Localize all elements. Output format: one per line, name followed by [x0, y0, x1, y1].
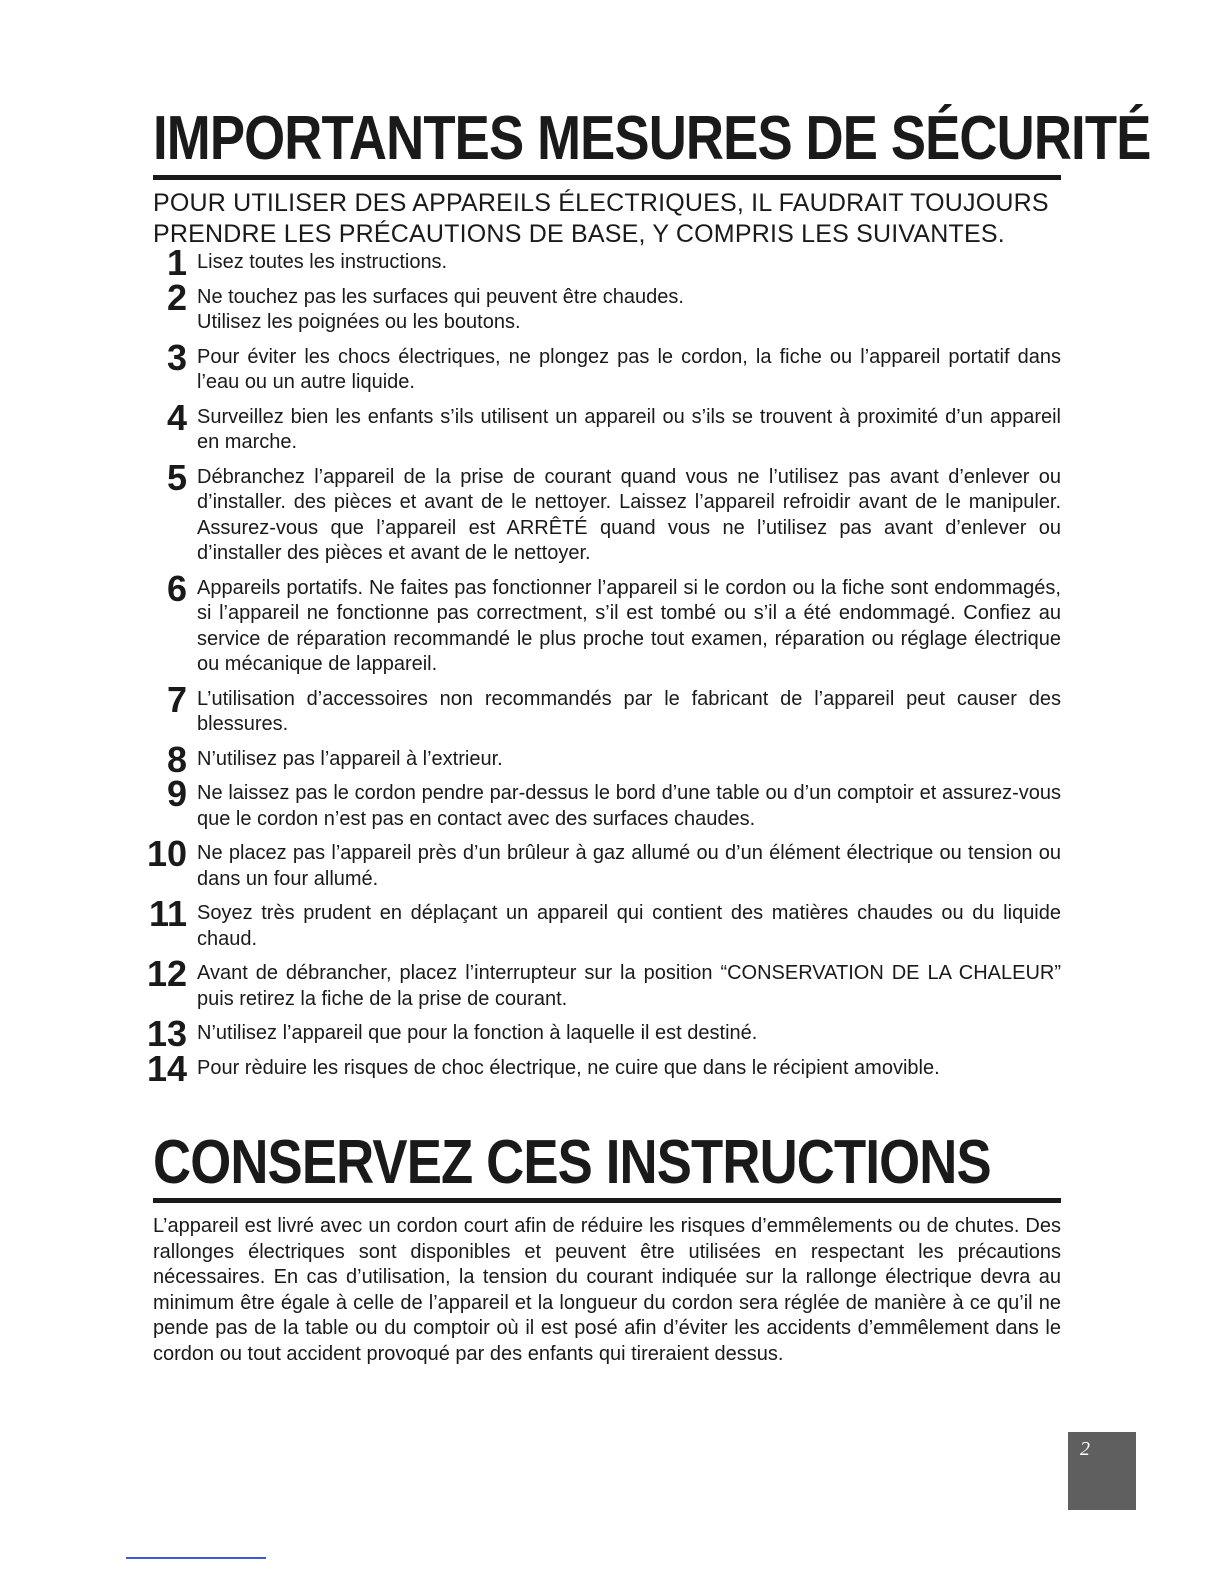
title-rule — [153, 175, 1061, 180]
list-item — [0, 678, 1100, 738]
item-text: Pour rèduire les risques de choc électrique, ne cuire que dans le récipient amovible. — [197, 1056, 940, 1079]
item-text: Débranchez l’appareil de la prise de courant quand vous ne l’utilisez pas avant d’enlever ou d’installer. des pièces et avant de le nettoyer. Laissez l’appareil refroidir avant de le manipuler. Assurez-vous que l’appareil est ARRÊTÉ quand vous ne l’utilisez pas avant d’enlever ou d’installer des pièces et avant de le nettoyer. — [197, 465, 1061, 564]
item-number: 8 — [166, 738, 187, 780]
list-item — [0, 276, 1100, 336]
list-item — [0, 833, 1100, 892]
item-text: Ne placez pas l’appareil près d’un brûleur à gaz allumé ou d’un élément électrique ou tension ou dans un four allumé. — [197, 842, 1061, 890]
list-item — [0, 893, 1100, 952]
item-text: Surveillez bien les enfants s’ils utilisent un appareil ou s’ils se trouvent à proximité d’un appareil en marche. — [197, 405, 1061, 453]
item-number: 4 — [166, 396, 187, 438]
section-title: CONSERVEZ CES INSTRUCTIONS — [153, 1128, 991, 1197]
item-number: 3 — [166, 336, 187, 378]
item-number: 1 — [166, 242, 187, 283]
item-number: 7 — [166, 678, 187, 720]
page-number-box — [1068, 1432, 1136, 1510]
section-rule — [153, 1198, 1061, 1203]
list-item — [0, 953, 1100, 1012]
list-item — [0, 456, 1100, 567]
item-number: 13 — [146, 1013, 187, 1054]
item-text: Ne laissez pas le cordon pendre par-dessus le bord d’une table ou d’un comptoir et assurez-vous que le cordon n’est pas en contact avec des surfaces chaudes. — [197, 782, 1061, 830]
item-text: N’utilisez l’appareil que pour la fonction à laquelle il est destiné. — [197, 1022, 758, 1044]
footer-line — [126, 1557, 266, 1559]
item-text: N’utilisez pas l’appareil à l’extrieur. — [197, 747, 503, 770]
item-text: L’utilisation d’accessoires non recommandés par le fabricant de l’appareil peut causer des blessures. — [197, 687, 1061, 735]
item-text: Soyez très prudent en déplaçant un appareil qui contient des matières chaudes ou du liquide chaud. — [197, 902, 1061, 950]
list-item — [0, 773, 1100, 832]
list-item — [0, 242, 1100, 283]
cord-paragraph: L’appareil est livré avec un cordon court afin de réduire les risques d’emmêlements ou de chutes. Des rallonges électriques sont disponibles et peuvent être utilisées en respectant les précautions nécessaires. En cas d’utilisation, la tension du courant indiquée sur la rallonge électrique devra au minimum être égale à celle de l’appareil et la longueur du cordon sera réglée de manière à ce qu’il ne pende pas de la table ou du comptoir où il est posé afin d’éviter les accidents d’emmêlement dans le cordon ou tout accident provoqué par des enfants qui tireraient dessus. — [153, 1215, 1061, 1365]
item-number: 10 — [146, 833, 187, 874]
list-item — [0, 336, 1100, 396]
page-number: 2 — [1080, 1438, 1090, 1460]
item-number: 14 — [146, 1047, 187, 1089]
item-text: Pour éviter les chocs électriques, ne plongez pas le cordon, la fiche ou l’appareil portatif dans l’eau ou un autre liquide. — [197, 345, 1061, 393]
item-text: Ne touchez pas les surfaces qui peuvent être chaudes. Utilisez les poignées ou les boutons. — [197, 285, 684, 333]
item-text: Appareils portatifs. Ne faites pas fonctionner l’appareil si le cordon ou la fiche sont endommagés, si l’appareil ne fonctionne pas correctment, s’il est tombé ou s’il a été endommagé. Confiez au service de réparation recommandé le plus proche tout examen, réparation ou réglage électrique ou mécanique de lappareil. — [197, 576, 1061, 675]
item-number: 6 — [166, 567, 187, 609]
list-item — [0, 1013, 1100, 1054]
list-item — [0, 567, 1100, 678]
list-item — [0, 1047, 1100, 1089]
list-item — [0, 396, 1100, 456]
item-number: 5 — [166, 456, 187, 498]
item-text: Lisez toutes les instructions. — [197, 251, 448, 273]
item-number: 12 — [146, 953, 187, 994]
item-number: 9 — [166, 773, 187, 814]
item-number: 2 — [166, 276, 187, 318]
item-text: Avant de débrancher, placez l’interrupteur sur la position “CONSERVATION DE LA CHALEUR” puis retirez la fiche de la prise de courant. — [197, 962, 1061, 1010]
list-item — [0, 738, 1100, 780]
item-number: 11 — [148, 893, 187, 934]
safety-list — [0, 242, 1100, 1090]
page-title: IMPORTANTES MESURES DE SÉCURITÉ — [153, 104, 1151, 173]
safety-subtitle: POUR UTILISER DES APPAREILS ÉLECTRIQUES, IL FAUDRAIT TOUJOURS PRENDRE LES PRÉCAUTIONS DE BASE, Y COMPRIS LES SUIVANTES. — [153, 189, 1049, 248]
